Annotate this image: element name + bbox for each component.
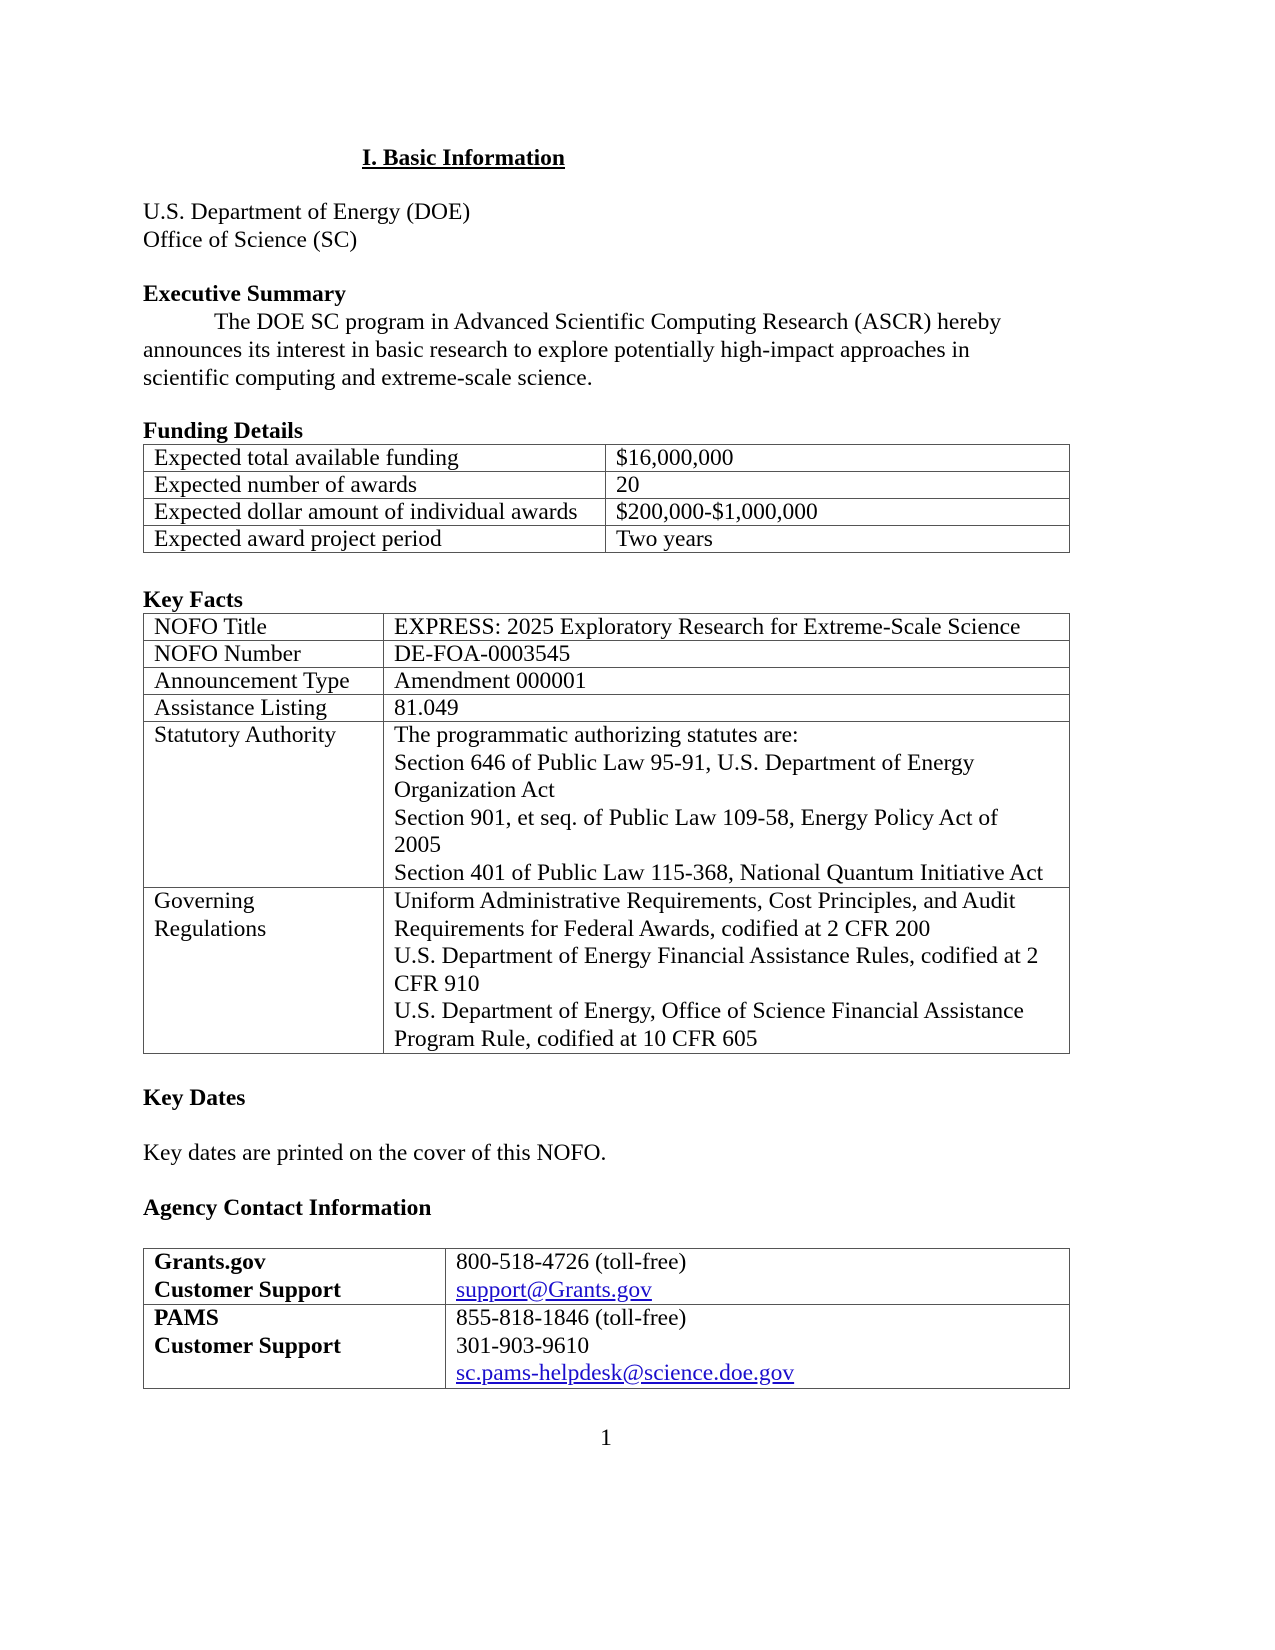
phone-number: 301-903-9610 <box>456 1332 590 1359</box>
key-fact-label: NOFO Number <box>144 641 384 668</box>
regulation-line: Program Rule, codified at 10 CFR 605 <box>394 1025 758 1052</box>
funding-details-table <box>143 444 1070 553</box>
phone-number: 800-518-4726 (toll-free) <box>456 1249 687 1275</box>
key-fact-value: DE-FOA-0003545 <box>384 641 1070 668</box>
page-number: 1 <box>600 1425 612 1451</box>
table-row <box>144 526 1070 553</box>
statute-line: Organization Act <box>394 777 555 803</box>
statute-line: Section 401 of Public Law 115-368, National Quantum Initiative Act <box>394 859 1044 886</box>
key-dates-text: Key dates are printed on the cover of this NOFO. <box>143 1140 607 1166</box>
contact-details <box>446 1249 1070 1305</box>
statute-line: Section 901, et seq. of Public Law 109-58, Energy Policy Act of <box>394 804 998 831</box>
section-title: I. Basic Information <box>361 145 566 171</box>
table-row <box>144 888 1070 1054</box>
statutory-authority-value <box>384 722 1070 888</box>
key-facts-heading: Key Facts <box>143 587 243 613</box>
key-fact-label: Assistance Listing <box>144 695 384 722</box>
funding-label: Expected number of awards <box>144 472 606 499</box>
executive-summary-heading: Executive Summary <box>143 281 346 307</box>
regulation-line: U.S. Department of Energy, Office of Science Financial Assistance <box>394 998 1024 1024</box>
phone-number: 855-818-1846 (toll-free) <box>456 1305 687 1331</box>
executive-summary-line: scientific computing and extreme-scale science. <box>143 365 593 391</box>
key-fact-label: Governing Regulations <box>144 888 384 1054</box>
statute-line: Section 646 of Public Law 95-91, U.S. Department of Energy <box>394 749 975 776</box>
table-row <box>144 641 1070 668</box>
funding-value: $16,000,000 <box>606 445 1070 472</box>
agency-name: U.S. Department of Energy (DOE) <box>143 199 471 225</box>
funding-label: Expected award project period <box>144 526 606 553</box>
regulation-line: Uniform Administrative Requirements, Cost Principles, and Audit <box>394 888 1016 914</box>
key-fact-value: 81.049 <box>384 695 1070 722</box>
statute-line: The programmatic authorizing statutes are: <box>394 722 799 748</box>
email-link[interactable]: sc.pams-helpdesk@science.doe.gov <box>456 1360 795 1386</box>
funding-value: $200,000-$1,000,000 <box>606 499 1070 526</box>
table-row <box>144 499 1070 526</box>
key-facts-table <box>143 613 1070 1054</box>
governing-regulations-value <box>384 888 1070 1054</box>
contact-details <box>446 1305 1070 1389</box>
table-row <box>144 695 1070 722</box>
regulation-line: Requirements for Federal Awards, codified at 2 CFR 200 <box>394 915 931 942</box>
key-fact-label: Statutory Authority <box>144 722 384 888</box>
key-fact-value: EXPRESS: 2025 Exploratory Research for Extreme-Scale Science <box>384 614 1070 641</box>
table-row <box>144 1305 1070 1389</box>
funding-value: 20 <box>606 472 1070 499</box>
funding-value: Two years <box>606 526 1070 553</box>
office-name: Office of Science (SC) <box>143 227 358 253</box>
contact-label: PAMS Customer Support <box>144 1305 446 1389</box>
agency-contact-heading: Agency Contact Information <box>143 1195 432 1221</box>
table-row <box>144 472 1070 499</box>
agency-contact-table <box>143 1248 1070 1389</box>
executive-summary-line: The DOE SC program in Advanced Scientific Computing Research (ASCR) hereby <box>214 309 1002 335</box>
regulation-line: CFR 910 <box>394 970 480 997</box>
funding-label: Expected dollar amount of individual awards <box>144 499 606 526</box>
key-fact-label: NOFO Title <box>144 614 384 641</box>
email-link[interactable]: support@Grants.gov <box>456 1276 652 1303</box>
key-fact-value: Amendment 000001 <box>384 668 1070 695</box>
table-row <box>144 1249 1070 1305</box>
table-row <box>144 722 1070 888</box>
regulation-line: U.S. Department of Energy Financial Assistance Rules, codified at 2 <box>394 943 1039 969</box>
table-row <box>144 445 1070 472</box>
key-dates-heading: Key Dates <box>143 1085 246 1111</box>
key-fact-label: Announcement Type <box>144 668 384 695</box>
executive-summary-line: announces its interest in basic research to explore potentially high-impact approaches in <box>143 337 970 363</box>
table-row <box>144 614 1070 641</box>
funding-details-heading: Funding Details <box>143 418 303 444</box>
table-row <box>144 668 1070 695</box>
funding-label: Expected total available funding <box>144 445 606 472</box>
statute-line: 2005 <box>394 832 441 858</box>
contact-label: Grants.gov Customer Support <box>144 1249 446 1305</box>
